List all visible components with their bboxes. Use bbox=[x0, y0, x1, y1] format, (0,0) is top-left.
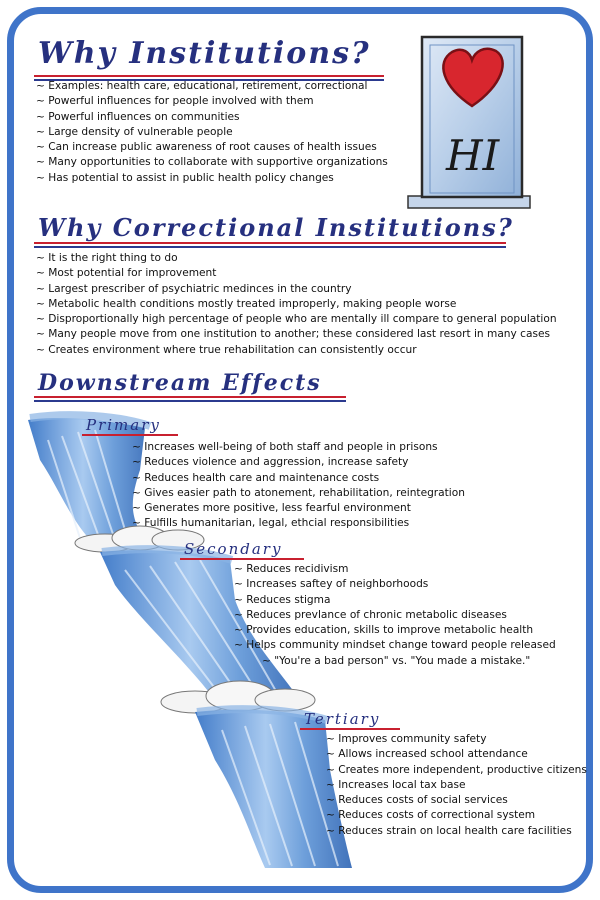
list-item: ~ Reduces prevlance of chronic metabolic diseases bbox=[234, 608, 556, 623]
list-item: ~ Reduces costs of correctional system bbox=[326, 808, 587, 823]
subtitle-underline bbox=[82, 434, 178, 436]
list-item: ~ Most potential for improvement bbox=[36, 266, 557, 281]
list-item: ~ Improves community safety bbox=[326, 732, 587, 747]
list-item: ~ Increases well-being of both staff and people in prisons bbox=[132, 440, 465, 455]
subtitle-underline bbox=[300, 728, 400, 730]
list-item: ~ Powerful influences for people involved with them bbox=[36, 94, 388, 109]
list-item: ~ Helps community mindset change toward people released bbox=[234, 638, 556, 653]
list-item: ~ Powerful influences on communities bbox=[36, 110, 388, 125]
list-item: ~ It is the right thing to do bbox=[36, 251, 557, 266]
why-correctional-list bbox=[36, 251, 557, 358]
list-item: ~ Largest prescriber of psychiatric medinces in the country bbox=[36, 282, 557, 297]
section-title-why-institutions: Why Institutions? bbox=[38, 36, 371, 71]
tertiary-effects-list bbox=[326, 732, 587, 839]
list-item: ~ Metabolic health conditions mostly treated improperly, making people worse bbox=[36, 297, 557, 312]
list-item: ~ Reduces health care and maintenance costs bbox=[132, 471, 465, 486]
list-item: ~ Many people move from one institution to another; these considered last resort in many cases bbox=[36, 327, 557, 342]
list-item: ~ Gives easier path to atonement, rehabilitation, reintegration bbox=[132, 486, 465, 501]
why-institutions-list bbox=[36, 79, 388, 186]
title-underline bbox=[34, 246, 506, 248]
list-item: ~ Creates environment where true rehabilitation can consistently occur bbox=[36, 343, 557, 358]
title-underline bbox=[34, 75, 384, 77]
list-item: ~ Large density of vulnerable people bbox=[36, 125, 388, 140]
list-item: ~ Reduces violence and aggression, increase safety bbox=[132, 455, 465, 470]
list-item: ~ Reduces costs of social services bbox=[326, 793, 587, 808]
list-item: ~ Reduces stigma bbox=[234, 593, 556, 608]
list-item: ~ Reduces recidivism bbox=[234, 562, 556, 577]
list-item: ~ Increases saftey of neighborhoods bbox=[234, 577, 556, 592]
secondary-label: Secondary bbox=[184, 540, 283, 558]
list-item: ~ Fulfills humanitarian, legal, ethcial responsibilities bbox=[132, 516, 465, 531]
list-item: ~ Allows increased school attendance bbox=[326, 747, 587, 762]
list-item: ~ Can increase public awareness of root causes of health issues bbox=[36, 140, 388, 155]
list-item: ~ Disproportionally high percentage of people who are mentally ill compare to general population bbox=[36, 312, 557, 327]
title-underline bbox=[34, 396, 346, 398]
door-logo-icon bbox=[408, 37, 530, 208]
list-item: ~ Increases local tax base bbox=[326, 778, 587, 793]
list-item: ~ Creates more independent, productive citizens bbox=[326, 763, 587, 778]
section-title-why-correctional: Why Correctional Institutions? bbox=[38, 213, 514, 242]
subtitle-underline bbox=[180, 558, 304, 560]
primary-effects-list bbox=[132, 440, 465, 532]
list-item: ~ Reduces strain on local health care facilities bbox=[326, 824, 587, 839]
list-item: ~ Generates more positive, less fearful environment bbox=[132, 501, 465, 516]
mindset-quote: ~ "You're a bad person" vs. "You made a mistake." bbox=[262, 655, 531, 667]
secondary-effects-list bbox=[234, 562, 556, 654]
tertiary-label: Tertiary bbox=[304, 710, 381, 728]
list-item: ~ Provides education, skills to improve metabolic health bbox=[234, 623, 556, 638]
logo-hi-text: HI bbox=[446, 131, 500, 180]
list-item: ~ Examples: health care, educational, retirement, correctional bbox=[36, 79, 388, 94]
title-underline bbox=[34, 400, 346, 402]
list-item: ~ Has potential to assist in public health policy changes bbox=[36, 171, 388, 186]
section-title-downstream: Downstream Effects bbox=[38, 370, 322, 396]
title-underline bbox=[34, 242, 506, 244]
primary-label: Primary bbox=[86, 416, 161, 434]
list-item: ~ Many opportunities to collaborate with supportive organizations bbox=[36, 155, 388, 170]
